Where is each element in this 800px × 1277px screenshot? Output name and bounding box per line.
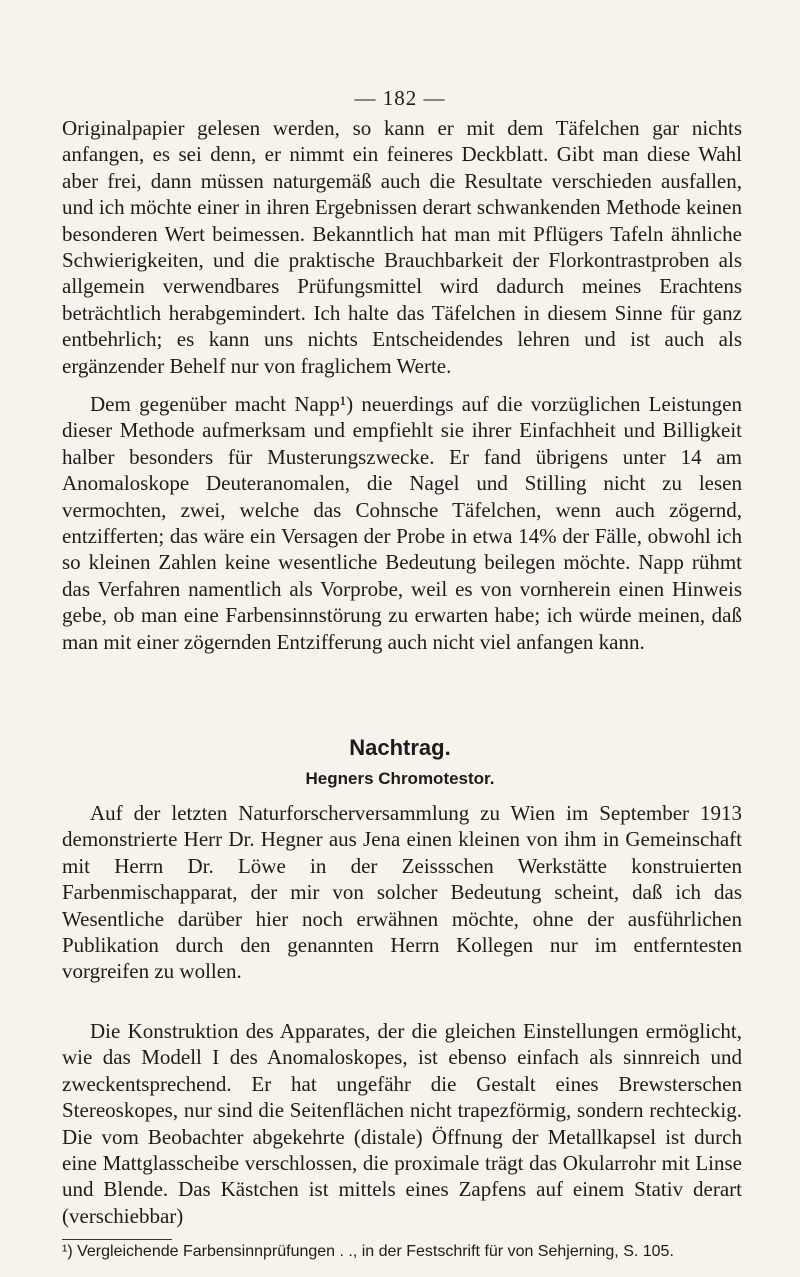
paragraph-1	[62, 115, 742, 379]
paragraph-2	[62, 391, 742, 655]
section-heading: Nachtrag.	[349, 735, 451, 760]
paragraph-3	[62, 800, 742, 985]
footnote-rule	[62, 1239, 172, 1240]
footnote: ¹) Vergleichende Farbensinnprüfungen . ., in der Festschrift für von Sehjerning, S. 105.	[62, 1243, 674, 1260]
paragraph-text: Auf der letzten Naturforscherversammlung zu Wien im September 1913 demonstrierte Herr Dr. Hegner aus Jena einen kleinen von ihm in Gemeinschaft mit Herrn Dr. Löwe in der Zeissschen Werkstätte konstruierten Farbenmischapparat, der mir von solcher Bedeutung scheint, daß ich das Wesentliche darüber hier noch erwähnen möchte, ohne der ausführlichen Publikation durch den genannten Herrn Kollegen nur im entferntesten vorgreifen zu wollen.	[62, 801, 742, 984]
paragraph-4	[62, 1018, 742, 1229]
paragraph-text: Originalpapier gelesen werden, so kann er mit dem Täfelchen gar nichts anfangen, es sei denn, er nimmt ein feineres Deckblatt. Gibt man diese Wahl aber frei, dann müssen naturgemäß auch die Resultate verschieden ausfallen, und ich möchte einer in ihren Ergebnissen derart schwankenden Methode keinen besonderen Wert beimessen. Bekanntlich hat man mit Pflügers Tafeln ähnliche Schwierigkeiten, und die praktische Brauchbarkeit der Florkontrastproben als allgemein verwendbares Prüfungsmittel wird dadurch meines Erachtens beträchtlich herabgemindert. Ich halte das Täfelchen in diesem Sinne für ganz entbehrlich; es kann uns nichts Entscheidendes lehren und ist auch als ergänzender Behelf nur von fraglichem Werte.	[62, 116, 742, 378]
page-number: — 182 —	[354, 86, 446, 110]
paragraph-text: Die Konstruktion des Apparates, der die gleichen Einstellungen ermöglicht, wie das Modell I des Anomaloskopes, ist ebenso einfach als sinnreich und zweckentsprechend. Er hat ungefähr die Gestalt eines Brewsterschen Stereoskopes, nur sind die Seitenflächen nicht trapezförmig, sondern rechteckig. Die vom Beobachter abgekehrte (distale) Öffnung der Metallkapsel ist durch eine Mattglasscheibe verschlossen, die proximale trägt das Okularrohr mit Linse und Blende. Das Kästchen ist mittels eines Zapfens auf einem Stativ derart (verschiebbar)	[62, 1019, 742, 1228]
paragraph-text: Dem gegenüber macht Napp¹) neuerdings auf die vorzüglichen Leistungen dieser Methode aufmerksam und empfiehlt sie ihrer Einfachheit und Billigkeit halber besonders für Musterungszwecke. Er fand übrigens unter 14 am Anomaloskope Deuteranomalen, die Nagel und Stilling nicht zu lesen vermochten, zwei, welche das Cohnsche Täfelchen, wenn auch zögernd, entzifferten; das wäre ein Versagen der Probe in etwa 14% der Fälle, obwohl ich so kleinen Zahlen keine wesentliche Bedeutung beilegen möchte. Napp rühmt das Verfahren namentlich als Vorprobe, weil es von vornherein einen Hinweis gebe, ob man eine Farbensinnstörung zu erwarten habe; ich würde meinen, daß man mit einer zögernden Entzifferung auch nicht viel anfangen kann.	[62, 392, 742, 654]
section-subheading: Hegners Chromotestor.	[305, 769, 495, 788]
